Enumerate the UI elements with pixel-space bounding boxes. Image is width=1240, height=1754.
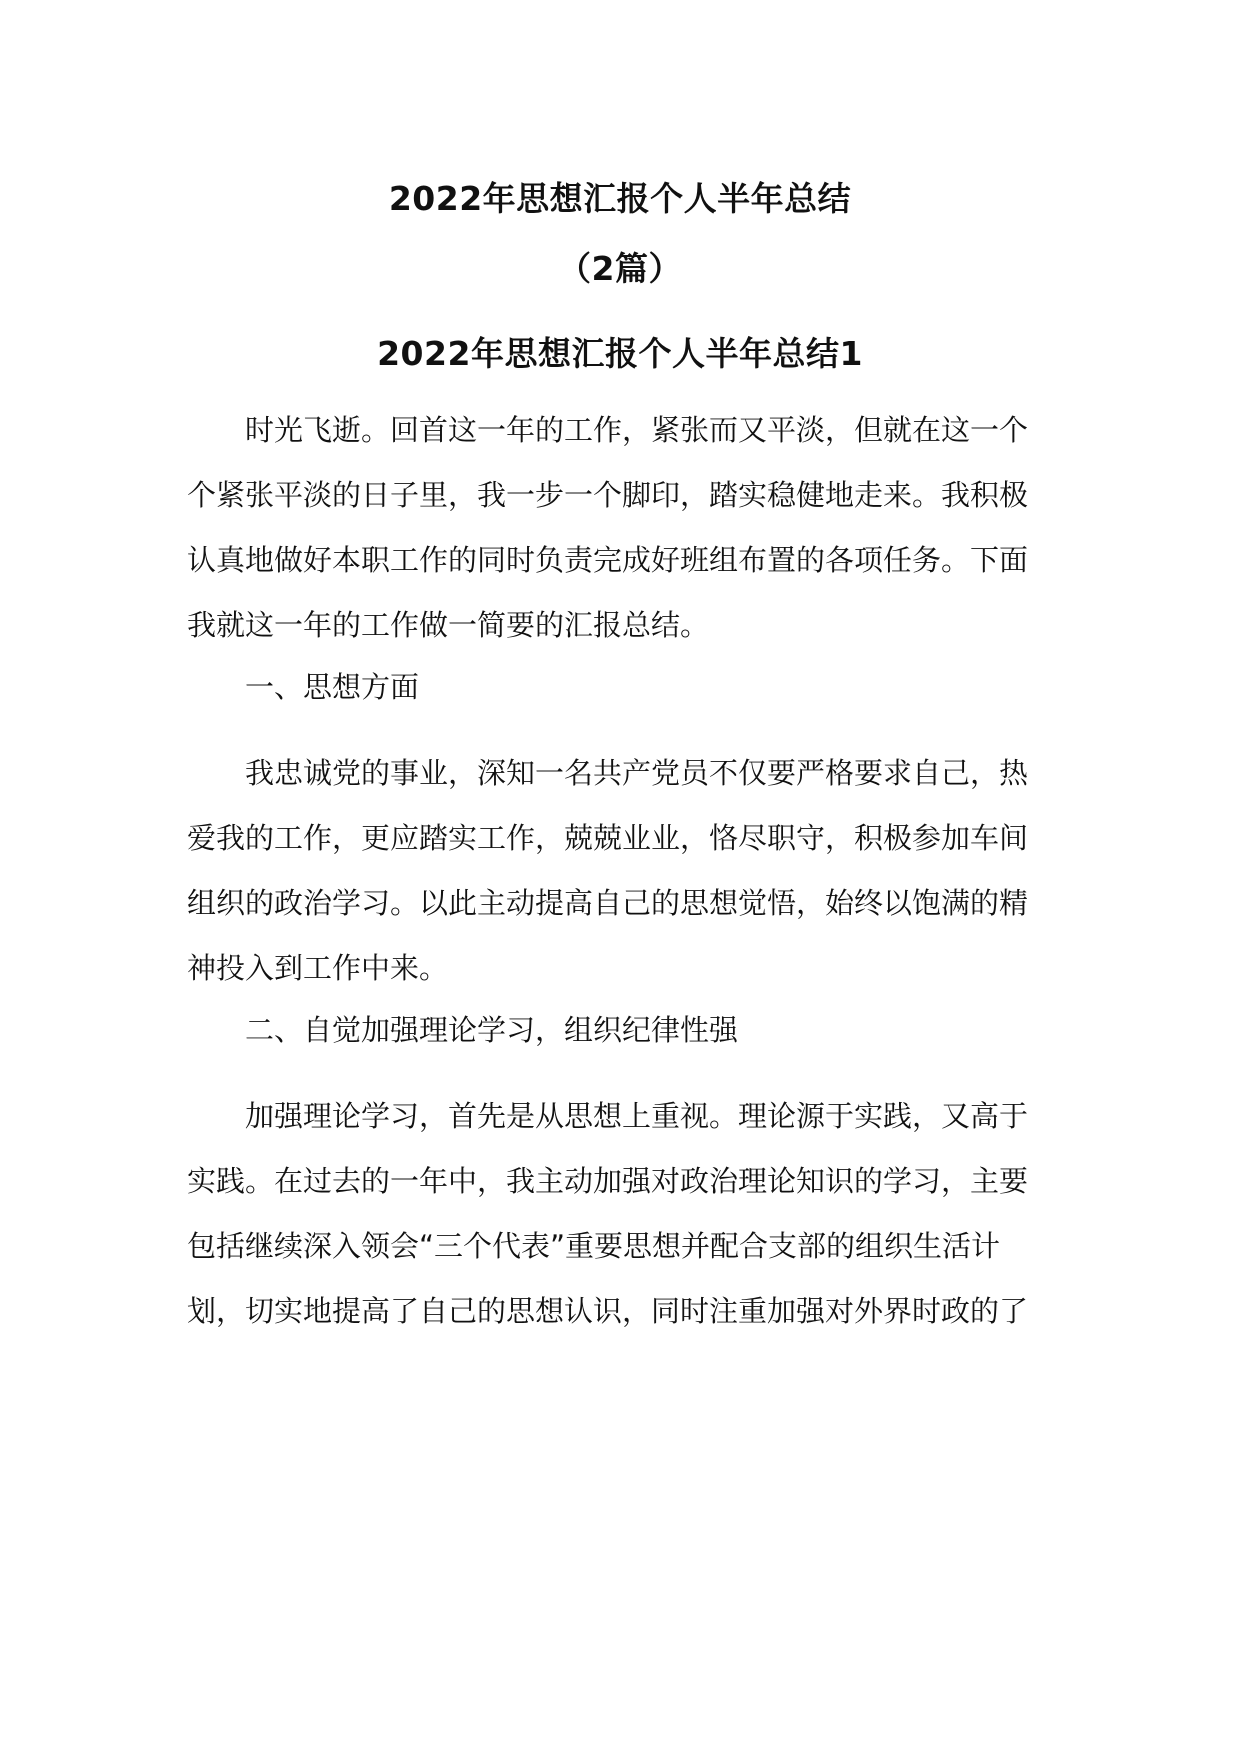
paragraph-line: 实践。在过去的一年中，我主动加强对政治理论知识的学习，主要 xyxy=(187,1164,1029,1198)
paragraph-line: 个紧张平淡的日子里，我一步一个脚印，踏实稳健地走来。我积极 xyxy=(187,478,1029,512)
paragraph-line: 时光飞逝。回首这一年的工作，紧张而又平淡，但就在这一个 xyxy=(245,413,1029,447)
paragraph-3 xyxy=(187,1084,1053,1344)
paragraph-line: 神投入到工作中来。 xyxy=(187,951,449,985)
paragraph-2 xyxy=(187,741,1053,1001)
paragraph-line: 组织的政治学习。以此主动提高自己的思想觉悟，始终以饱满的精 xyxy=(187,886,1029,920)
paragraph-line: 划，切实地提高了自己的思想认识，同时注重加强对外界时政的了 xyxy=(187,1294,1029,1328)
paragraph-line: 我忠诚党的事业，深知一名共产党员不仅要严格要求自己，热 xyxy=(245,756,1029,790)
section-title: 2022年思想汇报个人半年总结1 xyxy=(377,334,863,373)
paragraph-1 xyxy=(187,398,1053,658)
document-title: 2022年思想汇报个人半年总结 xyxy=(388,179,852,218)
paragraph-line: 爱我的工作，更应踏实工作，兢兢业业，恪尽职守，积极参加车间 xyxy=(187,821,1029,855)
paragraph-line: 加强理论学习，首先是从思想上重视。理论源于实践，又高于 xyxy=(245,1099,1029,1133)
paragraph-line: 我就这一年的工作做一简要的汇报总结。 xyxy=(187,608,710,642)
paragraph-line: 认真地做好本职工作的同时负责完成好班组布置的各项任务。下面 xyxy=(187,543,1029,577)
paragraph-line: 包括继续深入领会“三个代表”重要思想并配合支部的组织生活计 xyxy=(187,1229,1001,1263)
section-heading-1: 一、思想方面 xyxy=(245,670,420,704)
document-title-count: （2篇） xyxy=(558,249,682,288)
section-heading-2: 二、自觉加强理论学习，组织纪律性强 xyxy=(245,1013,739,1047)
